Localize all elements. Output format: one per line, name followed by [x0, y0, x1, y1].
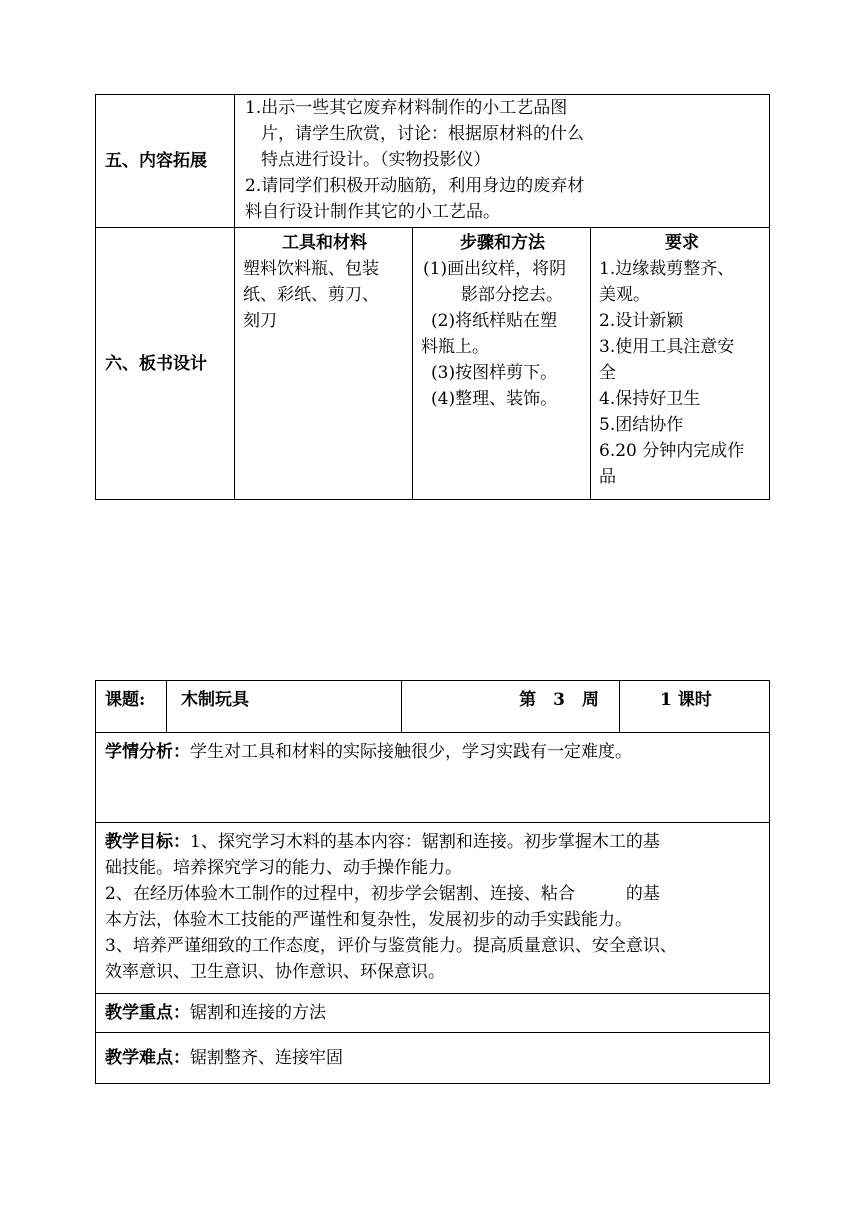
section5-line: 片，请学生欣赏，讨论：根据原材料的什么: [261, 124, 584, 144]
difficulty-label: 教学难点：: [105, 1048, 190, 1068]
steps-line: (3)按图样剪下。: [431, 363, 558, 383]
requirements-line: 美观。: [599, 285, 650, 305]
section6-label: 六、板书设计: [96, 228, 235, 500]
tools-line: 塑料饮料瓶、包装: [243, 259, 379, 279]
requirements-header: 要求: [665, 233, 700, 253]
tools-cell: [235, 228, 413, 500]
section5-line: 1.出示一些其它废弃材料制作的小工艺品图: [245, 98, 568, 118]
section5-content: [235, 95, 770, 228]
lesson-plan-table-bottom: [95, 680, 770, 1084]
tools-header: 工具和材料: [282, 233, 367, 253]
difficulty-text: 锯割整齐、连接牢固: [190, 1048, 343, 1068]
goals-line: 1、探究学习木料的基本内容：锯割和连接。初步掌握木工的基: [190, 832, 660, 852]
requirements-line: 2.设计新颖: [599, 311, 684, 331]
goals-line: 3、培养严谨细致的工作态度，评价与鉴赏能力。提高质量意识、安全意识、: [105, 936, 677, 956]
key-point-label: 教学重点：: [105, 1003, 190, 1023]
section5-line: 特点进行设计。（实物投影仪）: [261, 150, 491, 170]
steps-line: (1)画出纹样，将阴: [423, 259, 567, 279]
goals-line: 2、在经历体验木工制作的过程中，初步学会锯割、连接、粘合 的基: [105, 884, 660, 904]
requirements-line: 品: [599, 467, 616, 487]
analysis-cell: [96, 733, 770, 823]
goals-line: 础技能。培养探究学习的能力、动手操作能力。: [105, 858, 462, 878]
analysis-label: 学情分析：: [105, 742, 190, 762]
tools-line: 刻刀: [243, 311, 277, 331]
goals-line: 效率意识、卫生意识、协作意识、环保意识。: [105, 962, 445, 982]
section5-line: 2.请同学们积极开动脑筋，利用身边的废弃材: [245, 176, 585, 196]
week-value: 第 3 周: [402, 681, 620, 733]
steps-line: 影部分挖去。: [461, 285, 563, 305]
section5-label: 五、内容拓展: [96, 95, 235, 228]
key-point-cell: [96, 994, 770, 1033]
hours-value: 1 课时: [620, 681, 770, 733]
steps-cell: [413, 228, 591, 500]
requirements-line: 3.使用工具注意安: [599, 337, 735, 357]
section5-line: 料自行设计制作其它的小工艺品。: [245, 202, 500, 222]
difficulty-cell: [96, 1033, 770, 1084]
key-point-text: 锯割和连接的方法: [190, 1003, 326, 1023]
goals-label: 教学目标：: [105, 832, 190, 852]
steps-line: 料瓶上。: [421, 337, 489, 357]
steps-line: (4)整理、装饰。: [431, 389, 558, 409]
goals-cell: [96, 823, 770, 994]
goals-line: 本方法，体验木工技能的严谨性和复杂性，发展初步的动手实践能力。: [105, 910, 632, 930]
requirements-line: 全: [599, 363, 616, 383]
lesson-plan-table-top: [95, 94, 770, 500]
requirements-line: 5.团结协作: [599, 415, 684, 435]
steps-line: (2)将纸样贴在塑: [431, 311, 558, 331]
tools-line: 纸、彩纸、剪刀、: [243, 285, 379, 305]
topic-value: 木制玩具: [167, 681, 402, 733]
requirements-line: 6.20 分钟内完成作: [599, 441, 745, 461]
requirements-line: 1.边缘裁剪整齐、: [599, 259, 735, 279]
steps-header: 步骤和方法: [460, 233, 545, 253]
requirements-cell: [591, 228, 770, 500]
topic-label: 课题:: [96, 681, 167, 733]
analysis-text: 学生对工具和材料的实际接触很少，学习实践有一定难度。: [190, 742, 632, 762]
requirements-line: 4.保持好卫生: [599, 389, 701, 409]
